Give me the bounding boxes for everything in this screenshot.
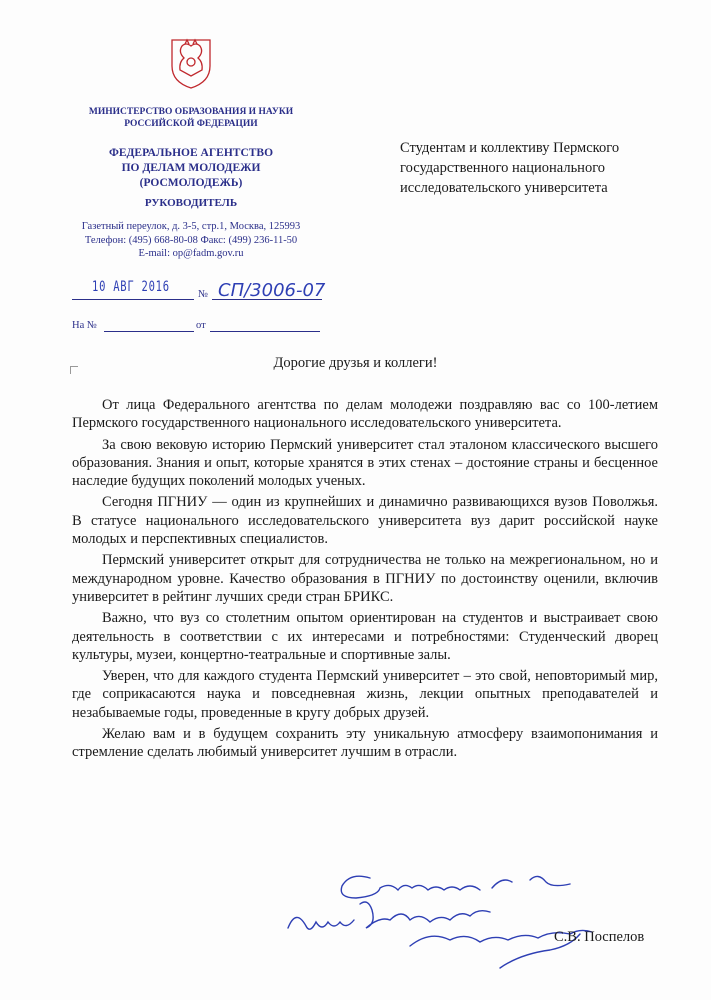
handwritten-signature <box>280 868 610 988</box>
ministry-name: МИНИСТЕРСТВО ОБРАЗОВАНИЯ И НАУКИ РОССИЙСКОЙ ФЕДЕРАЦИИ <box>88 107 294 129</box>
number-label: № <box>198 289 209 300</box>
greeting: Дорогие друзья и коллеги! <box>273 355 438 371</box>
number-line <box>212 299 322 300</box>
paragraph: Важно, что вуз со столетним опытом ориентирован на студентов и выстраивает свою деятельность в соответствии с их интересами и потребностями: Студенческий дворец культуры, музеи, концертно-театральные и спортивные залы. <box>72 610 658 663</box>
reference-label: На № <box>72 320 97 331</box>
paragraph: Желаю вам и в будущем сохранить эту уникальную атмосферу взаимопонимания и стремление сделать любимый университет лучшим в отрасли. <box>72 726 658 761</box>
signer-name: С.В. Поспелов <box>554 929 645 945</box>
coat-of-arms-icon <box>166 32 216 90</box>
paragraph: Пермский университет открыт для сотрудничества не только на межрегиональном, но и международном уровне. Качество образования в ПГНИУ по достоинству оценили, включив университет в рейтинг лучших среди стран БРИКС. <box>72 552 658 605</box>
paragraph: Уверен, что для каждого студента Пермский университет – это свой, неповторимый мир, где соприкасаются наука и повседневная жизнь, лекции опытных преподавателей и незабываемые годы, проведенные в кругу добрых друзей. <box>72 668 658 721</box>
addressee: Студентам и коллективу Пермского государственного национального исследовательского университета <box>400 140 620 196</box>
letter-body <box>72 396 658 765</box>
paragraph: От лица Федерального агентства по делам молодежи поздравляю вас со 100-летием Пермского государственного национального исследовательского университета. <box>72 397 658 432</box>
reference-line <box>104 331 194 332</box>
outgoing-number: СП/3006-07 <box>218 280 326 301</box>
date-stamp: 10 АВГ 2016 <box>92 279 170 295</box>
from-line <box>210 331 320 332</box>
agency-name: ФЕДЕРАЛЬНОЕ АГЕНТСТВО ПО ДЕЛАМ МОЛОДЕЖИ (РОСМОЛОДЕЖЬ) <box>108 147 274 189</box>
position-title: РУКОВОДИТЕЛЬ <box>144 197 238 209</box>
paragraph: За свою вековую историю Пермский университет стал эталоном классического высшего образования. Знания и опыт, которые хранятся в этих стенах – достояние страны и бесценное наследие будущих поколений молодых ученых. <box>72 436 658 490</box>
from-label: от <box>196 320 206 331</box>
paragraph: Сегодня ПГНИУ — один из крупнейших и динамично развивающихся вузов Поволжья. В статусе национального исследовательского университета вуз дарит российской науке молодых и перспективных специалистов. <box>72 494 658 548</box>
agency-address: Газетный переулок, д. 3-5, стр.1, Москва, 125993 Телефон: (495) 668-80-08 Факс: (499) 236-11-50 E-mail: op@fadm.gov.ru <box>81 221 301 259</box>
date-line <box>72 299 194 300</box>
